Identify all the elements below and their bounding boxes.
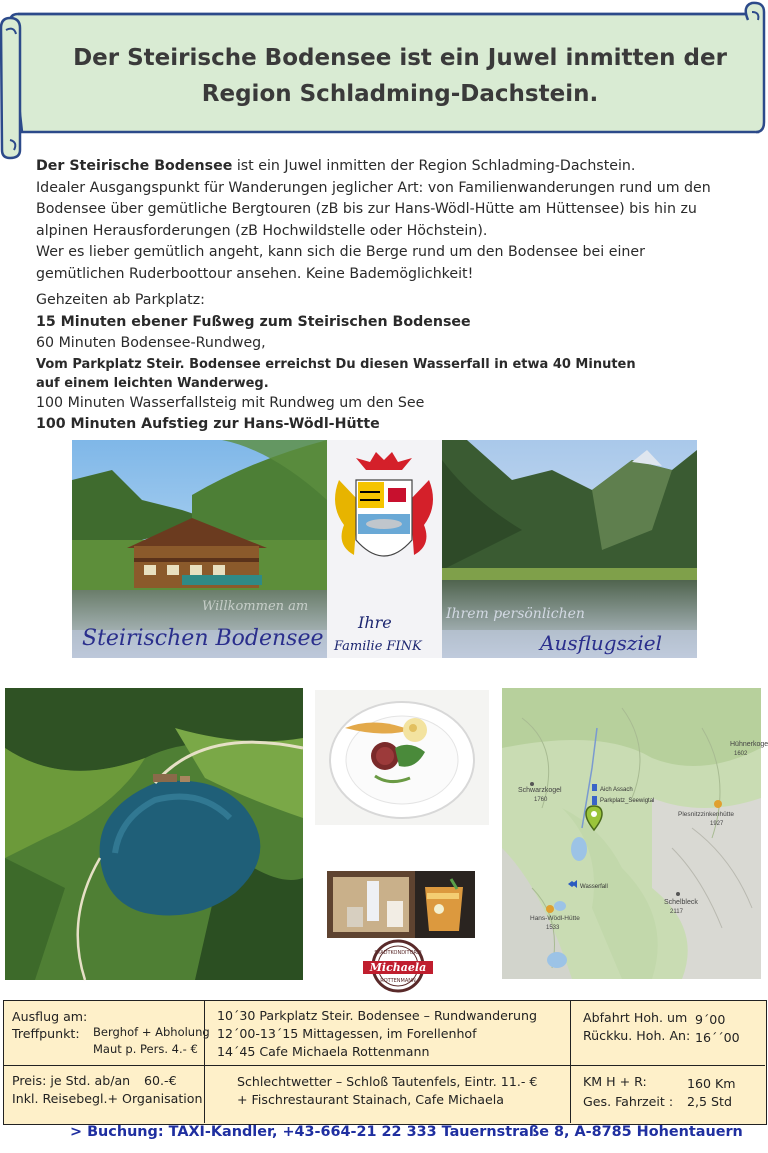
- info-schedule-3: 14´45 Cafe Michaela Rottenmann: [217, 1044, 430, 1059]
- welcome-collage: [72, 440, 697, 658]
- info-fahrzeit-value: 2,5 Std: [687, 1094, 732, 1109]
- booking-arrow-icon: >: [70, 1124, 83, 1140]
- info-badweather-2: + Fischrestaurant Stainach, Cafe Michaela: [237, 1092, 504, 1107]
- hiking-map: [502, 688, 768, 979]
- map-label-hanswoedl-alt: 1533: [546, 925, 560, 931]
- logo-name: Michaela: [369, 961, 427, 974]
- info-cell-meeting: [4, 1001, 210, 1066]
- info-price-value: 60.-€: [144, 1073, 177, 1088]
- info-km-label: KM H + R:: [583, 1074, 647, 1089]
- map-label-schwarzkogel-alt: 1760: [534, 797, 548, 803]
- map-label-wasserfall: Wasserfall: [580, 884, 608, 890]
- cafe-drinks-photo: [327, 871, 475, 938]
- info-abfahrt-label: Abfahrt Hoh. um: [583, 1010, 688, 1025]
- info-cell-departure: [571, 1001, 765, 1066]
- logo-top-text: STADTKONDITOREI: [374, 950, 422, 956]
- map-label-schwarzkogel: Schwarzkogel: [518, 787, 562, 794]
- map-label-schelbleck-alt: 2117: [670, 909, 683, 915]
- info-badweather-1: Schlechtwetter – Schloß Tautenfels, Eintr. 11.- €: [237, 1074, 538, 1089]
- banner-title-line2: Region Schladming-Dachstein.: [201, 81, 599, 107]
- walk-times: [36, 290, 736, 436]
- intro-line-6: gemütlichen Ruderboottour ansehen. Keine Bademöglichkeit!: [36, 265, 474, 282]
- intro-paragraph: [36, 156, 736, 285]
- collage-ihre: Ihre: [358, 613, 392, 632]
- intro-line-4: alpinen Herausforderungen (zB Hochwildstelle oder Höchstein).: [36, 222, 488, 239]
- info-schedule-2: 12´00-13´15 Mittagessen, im Forellenhof: [217, 1026, 477, 1041]
- info-cell-distance: [571, 1066, 765, 1123]
- info-treffpunkt-label: Treffpunkt:: [12, 1026, 80, 1041]
- walk-5: 100 Minuten Aufstieg zur Hans-Wödl-Hütte: [36, 416, 380, 432]
- lake-aerial-photo: [5, 688, 303, 980]
- map-label-huehnerkogel: Hühnerkoge: [730, 741, 768, 748]
- booking-line: [70, 1124, 743, 1140]
- map-label-huehnerkogel-alt: 1602: [734, 751, 748, 757]
- walk-3b: auf einem leichten Wanderweg.: [36, 375, 269, 391]
- cafe-michaela-logo: [361, 940, 435, 992]
- info-schedule-1: 10´30 Parkplatz Steir. Bodensee – Rundwanderung: [217, 1008, 537, 1023]
- title-banner: [0, 0, 768, 160]
- map-label-hanswoedl: Hans-Wödl-Hütte: [530, 915, 580, 922]
- intro-lead-rest: ist ein Juwel inmitten der Region Schladming-Dachstein.: [232, 158, 636, 174]
- info-km-value: 160 Km: [687, 1076, 736, 1091]
- map-label-schelbleck: Schelbleck: [664, 899, 698, 906]
- info-cell-badweather: [205, 1066, 571, 1123]
- map-label-parkplatz: Parkplatz_Seewigtal: [600, 798, 655, 804]
- info-ausflug-label: Ausflug am:: [12, 1009, 88, 1024]
- info-treffpunkt-value: Berghof + Abholung: [93, 1025, 210, 1039]
- map-label-plesnitz: Plesnitzzinkenhütte: [678, 811, 735, 818]
- booking-text: Buchung: TAXI-Kandler, +43-664-21 22 333 Tauernstraße 8, A-8785 Hohentauern: [87, 1124, 743, 1140]
- intro-line-2: Idealer Ausgangspunkt für Wanderungen jeglicher Art: von Familienwanderungen rund um den: [36, 179, 711, 196]
- info-maut-value: Maut p. Pers. 4.- €: [93, 1042, 198, 1056]
- info-abfahrt-value: 9´00: [695, 1012, 726, 1027]
- food-plate-photo: [315, 690, 489, 825]
- logo-bottom-text: ROTTENMANN: [380, 978, 416, 984]
- info-cell-schedule: [205, 1001, 571, 1066]
- walk-2: 60 Minuten Bodensee-Rundweg,: [36, 335, 266, 351]
- map-label-plesnitz-alt: 1927: [710, 821, 724, 827]
- info-inclusive: Inkl. Reisebegl.+ Organisation: [12, 1091, 203, 1106]
- walk-3a: Vom Parkplatz Steir. Bodensee erreichst Du diesen Wasserfall in etwa 40 Minuten: [36, 356, 636, 372]
- walk-4: 100 Minuten Wasserfallsteig mit Rundweg um den See: [36, 394, 425, 411]
- intro-bold-lead: Der Steirische Bodensee: [36, 158, 233, 174]
- collage-right-script: Ausflugsziel: [540, 631, 663, 655]
- info-rueckkunft-label: Rückku. Hoh. An:: [583, 1028, 691, 1043]
- intro-line-3: Bodensee über gemütliche Bergtouren (zB bis zur Hans-Wödl-Hütte am Hüttensee) bis hin zu: [36, 201, 697, 217]
- collage-family: Familie FINK: [334, 639, 422, 654]
- collage-right-faint: Ihrem persönlichen: [446, 606, 585, 622]
- info-cell-price: [4, 1066, 205, 1123]
- collage-left-script: Steirischen Bodensee: [82, 626, 324, 651]
- collage-left-faint: Willkommen am: [202, 599, 309, 614]
- info-fahrzeit-label: Ges. Fahrzeit :: [583, 1094, 674, 1109]
- banner-title-line1: Der Steirische Bodensee ist ein Juwel inmitten der: [73, 45, 727, 71]
- walk-1: 15 Minuten ebener Fußweg zum Steirischen Bodensee: [36, 313, 471, 330]
- trip-info-table: [3, 1000, 767, 1125]
- walks-heading: Gehzeiten ab Parkplatz:: [36, 292, 205, 308]
- info-price-label: Preis: je Std. ab/an: [12, 1073, 131, 1088]
- intro-line-5: Wer es lieber gemütlich angeht, kann sich die Berge rund um den Bodensee bei einer: [36, 244, 645, 260]
- info-rueckkunft-value: 16´´00: [695, 1030, 740, 1045]
- map-label-aich: Aich Assach: [600, 787, 633, 793]
